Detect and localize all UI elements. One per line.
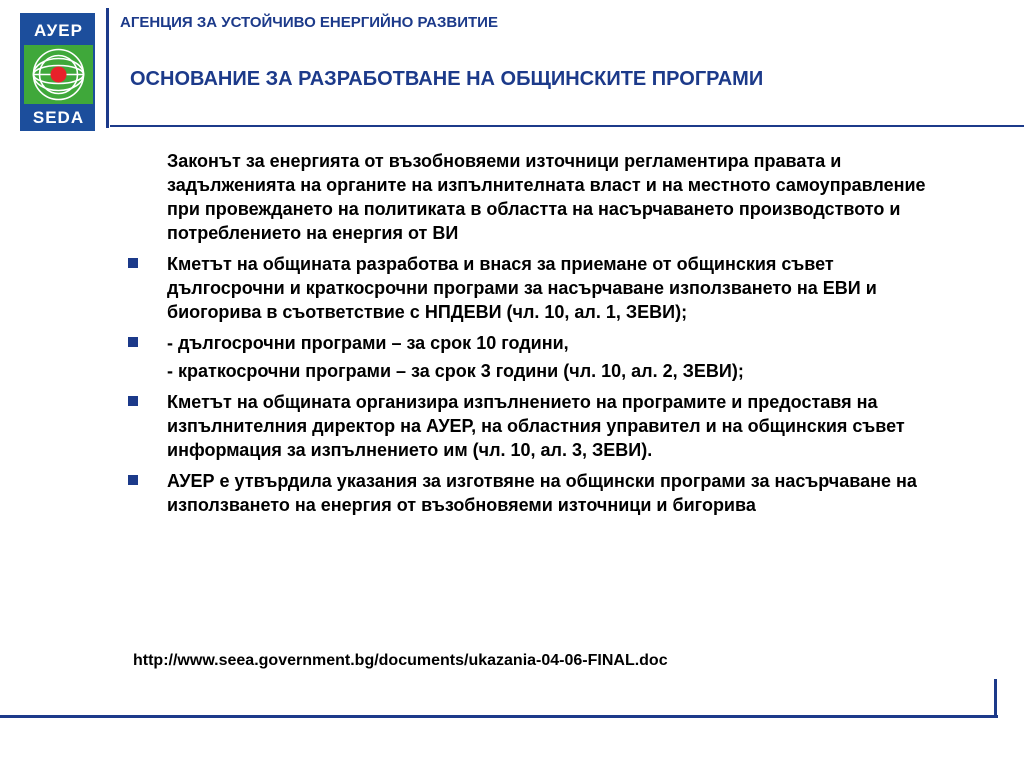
square-bullet-icon [128,337,138,347]
agency-name: АГЕНЦИЯ ЗА УСТОЙЧИВО ЕНЕРГИЙНО РАЗВИТИЕ [120,14,498,31]
list-item [128,331,928,355]
page-title: ОСНОВАНИЕ ЗА РАЗРАБОТВАНЕ НА ОБЩИНСКИТЕ ПРОГРАМИ [130,68,764,90]
square-bullet-icon [128,258,138,268]
list-item [128,469,928,517]
source-url[interactable]: http://www.seea.government.bg/documents/ukazania-04-06-FINAL.doc [133,652,668,669]
square-bullet-icon [128,475,138,485]
list-item [128,390,928,462]
footer-vertical-rule [994,679,997,718]
header-vertical-rule [106,8,109,128]
logo-bottom-text: SEDA [32,108,85,127]
square-bullet-icon [128,396,138,406]
logo-top-text: АУЕР [34,21,83,40]
list-item [128,252,928,324]
list-item-text: Кметът на общината разработва и внася за приемане от общинския съвет дългосрочни и краткосрочни програми за насърчаване използването на ЕВИ и биогорива в съответствие с НПДЕВИ (чл. 10, ал. 1, ЗЕВИ); [167,254,877,322]
seda-logo [20,13,95,131]
list-item-text: Законът за енергията от възобновяеми източници регламентира правата и задълженията на органите на изпълнителната власт и на местното самоуправление при провеждането на политиката в областта на насърчаването производството и потреблението на енергия от ВИ [167,151,926,243]
list-item-text: Кметът на общината организира изпълнението на програмите и предоставя на изпълнителния директор на АУЕР, на областния управител и на общинския съвет информация за изпълнението им (чл. 10, ал. 3, ЗЕВИ). [167,392,905,460]
logo-emblem [24,45,93,104]
list-item-text: - краткосрочни програми – за срок 3 години (чл. 10, ал. 2, ЗЕВИ); [167,361,744,381]
list-item-continuation [128,359,928,383]
content-list [128,149,928,524]
footer-horizontal-rule [0,715,998,718]
list-item-text: - дългосрочни програми – за срок 10 години, [167,333,569,353]
list-item-text: АУЕР е утвърдила указания за изготвяне на общински програми за насърчаване на използването на енергия от възобновяеми източници и бигорива [167,471,917,515]
header-horizontal-rule [110,125,1024,127]
list-item-intro [128,149,928,245]
globe-icon [24,45,93,104]
